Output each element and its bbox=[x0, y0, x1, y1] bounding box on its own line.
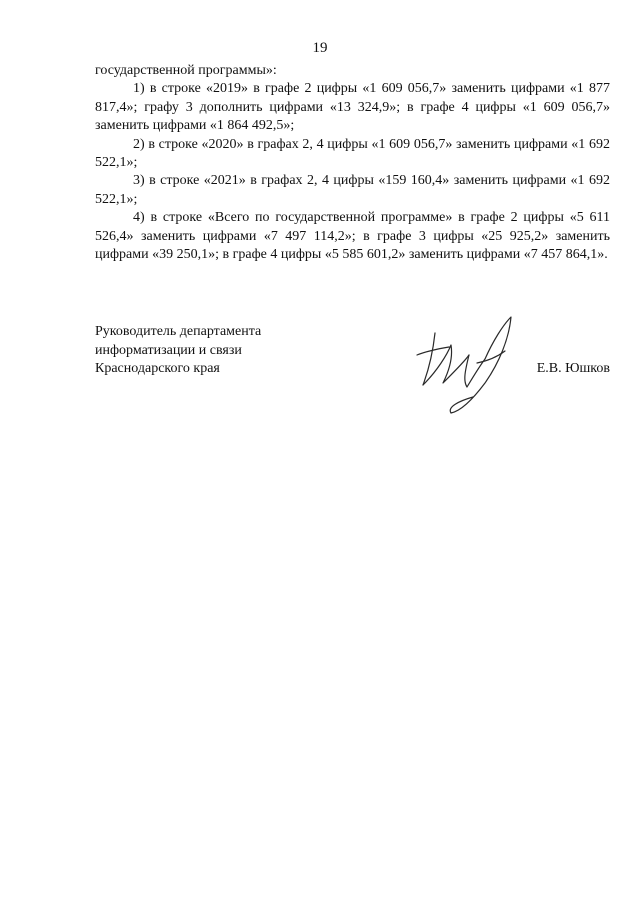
amendment-item-2: 2) в строке «2020» в графах 2, 4 цифры «1 609 056,7» заменить цифрами «1 692 522,1»; bbox=[95, 136, 610, 171]
signature-block bbox=[95, 323, 610, 379]
signer-title bbox=[95, 323, 610, 379]
handwritten-signature bbox=[407, 311, 527, 416]
signer-title-line-3: Краснодарского края bbox=[95, 361, 220, 377]
signer-name: Е.В. Юшков bbox=[536, 361, 610, 376]
page-number: 19 bbox=[312, 40, 328, 56]
amendment-item-4: 4) в строке «Всего по государственной программе» в графе 2 цифры «5 611 526,4» заменить цифрами «7 497 114,2»; в графе 3 цифры «25 925,2» заменить цифрами «39 250,1»; в графе 4 цифры «5 585 601,2» заменить цифрами «7 457 864,1». bbox=[95, 210, 610, 263]
amendment-item-1: 1) в строке «2019» в графе 2 цифры «1 609 056,7» заменить цифрами «1 877 817,4»; графу 3 дополнить цифрами «13 324,9»; в графе 4 цифры «1 609 056,7» заменить цифрами «1 864 492,5»; bbox=[95, 81, 610, 134]
amendment-item-3: 3) в строке «2021» в графах 2, 4 цифры «159 160,4» заменить цифрами «1 692 522,1»; bbox=[95, 173, 610, 207]
intro-line: государственной программы»: bbox=[95, 63, 277, 78]
signer-title-line-2: информатизации и связи bbox=[95, 342, 242, 358]
signer-title-line-1: Руководитель департамента bbox=[95, 324, 262, 339]
amendment-text bbox=[95, 62, 610, 264]
